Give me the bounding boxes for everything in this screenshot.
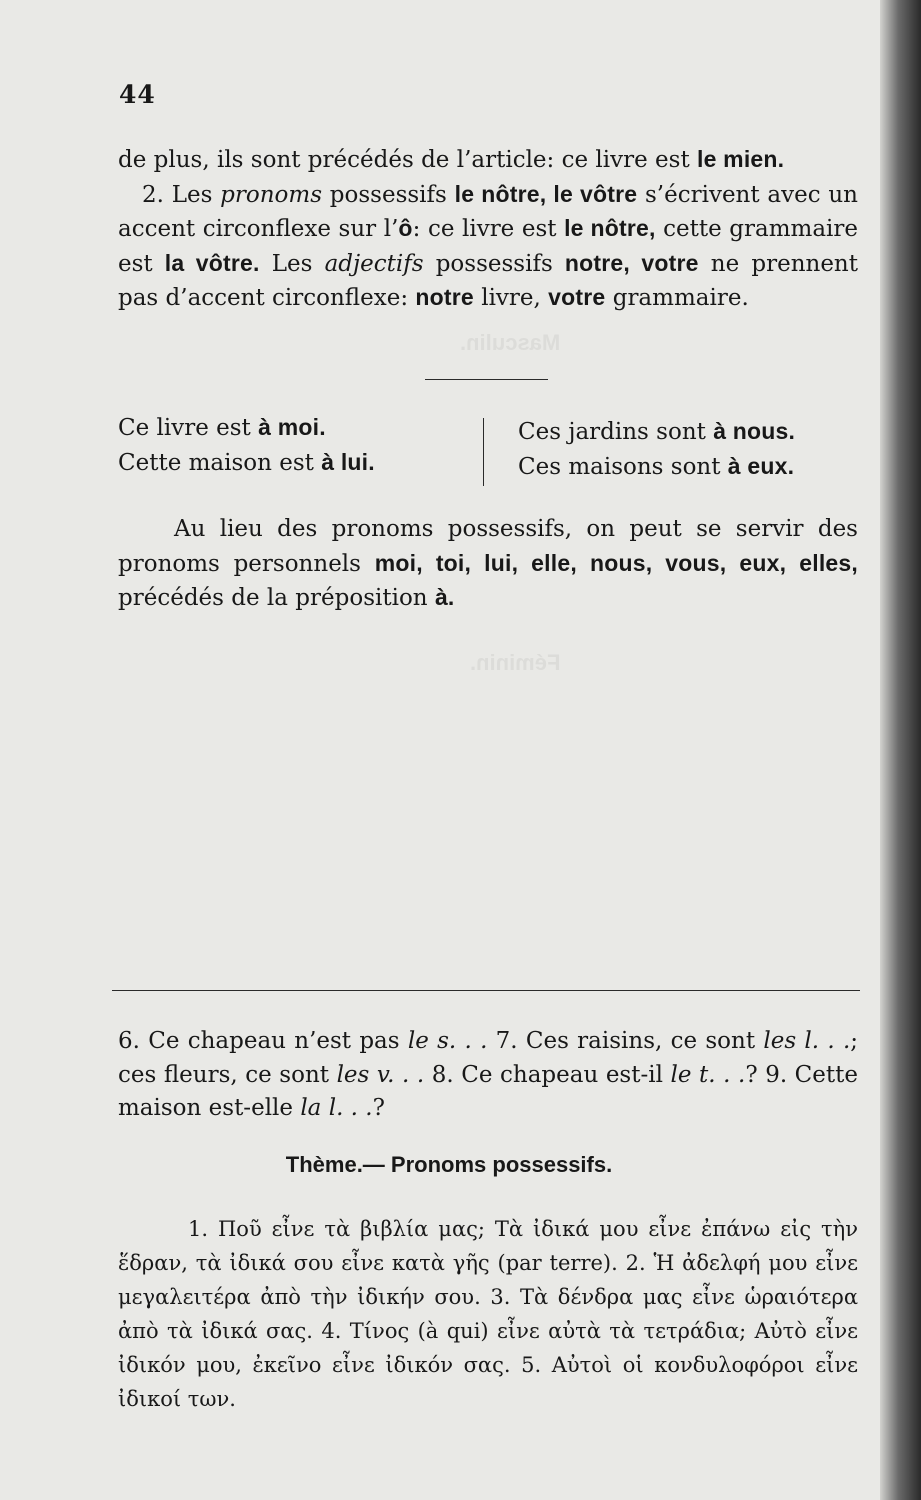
bleed-through-decoration-2: Féminin. (470, 650, 561, 675)
section-divider (112, 990, 860, 991)
exercise-text: 6. Ce chapeau n’est pas le s. . . 7. Ces raisins, ce sont les l. . .; ces fleurs, ce sont les v. . . 8. Ce chapeau est-il le t. . .? 9. Cette maison est-elle la l. . .? (118, 1028, 859, 1121)
example-line: Ces jardins sont à nous. (518, 418, 796, 445)
example-line: Ces maisons sont à eux. (518, 453, 795, 480)
paragraph-rules: de plus, ils sont précédés de l’article: ce livre est le mien. 2. Les pronoms possessifs le nôtre, le vôtre s’écrivent avec un accent circonflexe sur l’ô: ce livre est le nôtre, cette grammaire est la vôtre. Les adjectifs possessifs notre, votre ne prennent pas d’accent circonflexe: notre livre, votre grammaire. (118, 146, 858, 311)
example-line: Ce livre est à moi. (118, 414, 326, 441)
theme-heading: Thème.— Pronoms possessifs. (285, 1152, 613, 1177)
book-binding-edge (880, 0, 921, 1500)
paragraph-personal-pronouns: Au lieu des pronoms possessifs, on peut se servir des pronoms personnels moi, toi, lui, elle, nous, vous, eux, elles, précédés de la préposition à. (118, 516, 858, 611)
examples-left (118, 410, 375, 480)
examples-right (518, 414, 795, 484)
page-number: 44 (119, 80, 156, 109)
column-divider (483, 418, 484, 486)
greek-exercise-text: 1. Ποῦ εἶνε τὰ βιβλία μας; Τὰ ἰδικά μου εἶνε ἐπάνω εἰς τὴν ἕδραν, τὰ ἰδικά σου εἶνε κατὰ γῆς (par terre). 2. Ἡ ἀδελφή μου εἶνε μεγαλειτέρα ἀπὸ τὴν ἰδικήν σου. 3. Τὰ δένδρα μας εἶνε ὡραιότερα ἀπὸ τὰ ἰδικά σας. 4. Τίνος (à qui) εἶνε αὐτὰ τὰ τετράδια; Αὐτὸ εἶνε ἰδικόν μου, ἐκεῖνο εἶνε ἰδικόν σας. 5. Αὐτοὶ οἱ κονδυλοφόροι εἶνε ἰδικοί των. (118, 1217, 858, 1411)
bleed-through-decoration: Masculin. (460, 330, 561, 355)
example-line: Cette maison est à lui. (118, 449, 375, 476)
short-divider (425, 379, 548, 380)
